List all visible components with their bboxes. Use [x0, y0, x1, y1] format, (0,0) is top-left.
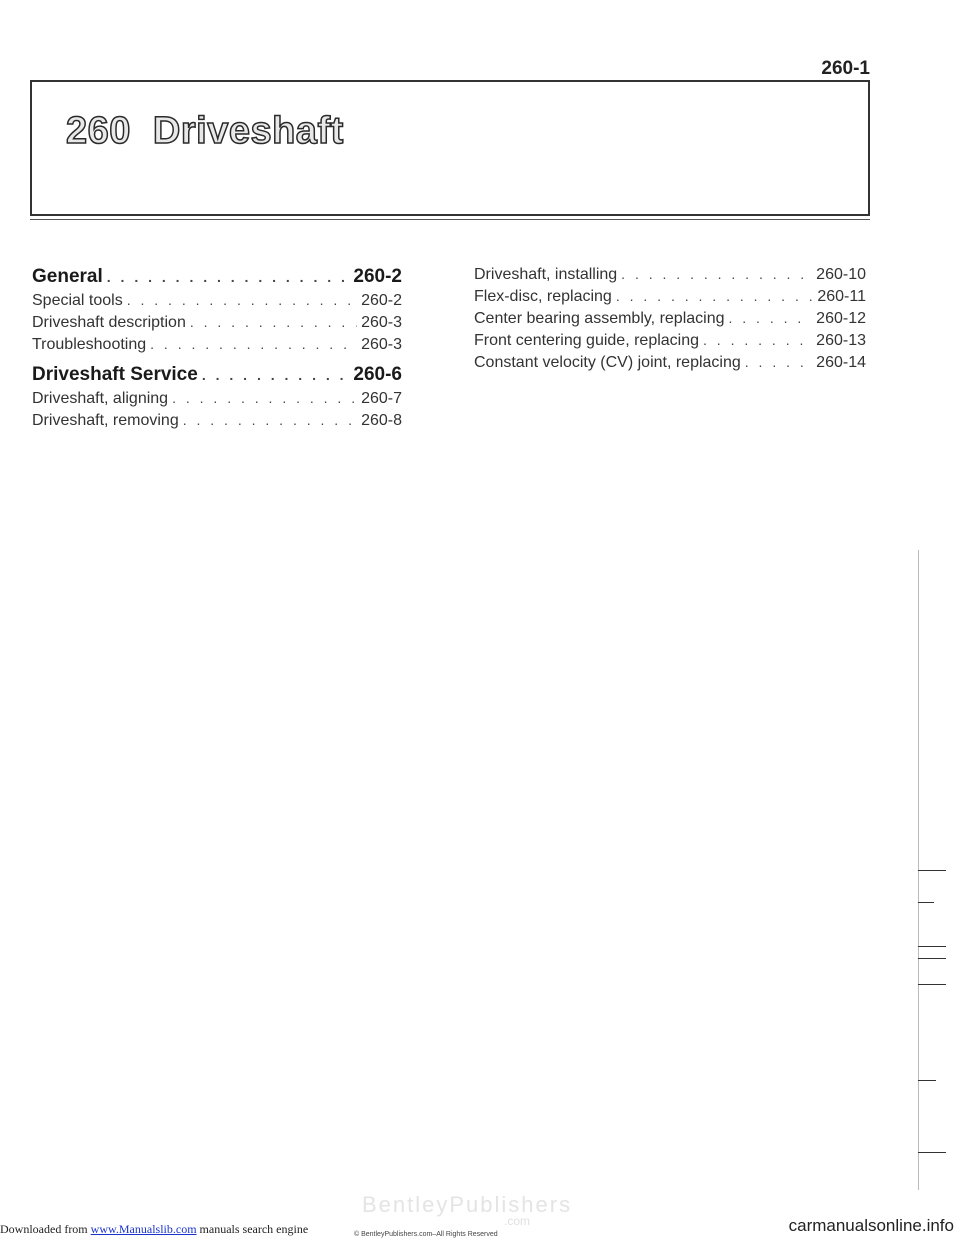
toc-entry-label: Driveshaft, installing — [474, 266, 618, 283]
toc-right-column — [474, 266, 866, 376]
copyright-notice: © BentleyPublishers.com–All Rights Reserved — [354, 1231, 498, 1238]
toc-entry-page: 260-3 — [361, 314, 402, 331]
toc-entry-page: 260-8 — [361, 412, 402, 429]
toc-leader-dots — [703, 332, 812, 348]
edge-tick — [918, 958, 946, 959]
toc-entry-cv-joint-replacing[interactable] — [474, 354, 866, 376]
toc-leader-dots — [729, 310, 813, 326]
chapter-title-box — [30, 80, 870, 216]
toc-leader-dots — [621, 266, 812, 282]
toc-leader-dots — [107, 269, 350, 285]
page-number: 260-1 — [821, 58, 870, 79]
manualslib-link[interactable]: www.Manualslib.com — [90, 1222, 197, 1236]
footer-prefix: Downloaded from — [0, 1222, 88, 1236]
edge-tick — [918, 902, 934, 903]
toc-entry-page: 260-13 — [816, 332, 866, 349]
page-edge-tab-marks — [916, 0, 960, 1242]
toc-entry-center-bearing-replacing[interactable] — [474, 310, 866, 332]
toc-entry-label: Driveshaft, removing — [32, 412, 179, 429]
toc-leader-dots — [127, 292, 357, 308]
edge-tick — [918, 1080, 936, 1081]
toc-entry-general[interactable] — [32, 266, 402, 292]
footer-site-name: carmanualsonline.info — [788, 1216, 954, 1235]
toc-leader-dots — [183, 412, 357, 428]
edge-tick — [918, 946, 946, 947]
toc-entry-label: Special tools — [32, 292, 123, 309]
footer-suffix: manuals search engine — [199, 1222, 309, 1236]
publisher-watermark: BentleyPublishers — [362, 1192, 573, 1217]
toc-entry-label: Driveshaft, aligning — [32, 390, 169, 407]
chapter-title — [66, 110, 344, 153]
toc-entry-page: 260-10 — [816, 266, 866, 283]
chapter-name: Driveshaft — [152, 110, 344, 152]
toc-entry-page: 260-2 — [361, 292, 402, 309]
toc-entry-driveshaft-description[interactable] — [32, 314, 402, 336]
toc-entry-page: 260-2 — [353, 266, 402, 287]
toc-entry-driveshaft-installing[interactable] — [474, 266, 866, 288]
toc-entry-driveshaft-removing[interactable] — [32, 412, 402, 434]
toc-entry-page: 260-6 — [353, 364, 402, 385]
chapter-number: 260 — [66, 110, 131, 152]
toc-entry-special-tools[interactable] — [32, 292, 402, 314]
toc-leader-dots — [150, 336, 357, 352]
toc-entry-driveshaft-aligning[interactable] — [32, 390, 402, 412]
toc-entry-front-centering-guide-replacing[interactable] — [474, 332, 866, 354]
toc-entry-page: 260-7 — [361, 390, 402, 407]
toc-leader-dots — [616, 288, 814, 304]
toc-leader-dots — [202, 367, 350, 383]
toc-left-column — [32, 266, 402, 434]
toc-entry-label: Flex-disc, replacing — [474, 288, 612, 305]
toc-entry-label: Center bearing assembly, replacing — [474, 310, 725, 327]
toc-entry-label: Driveshaft description — [32, 314, 186, 331]
toc-entry-flex-disc-replacing[interactable] — [474, 288, 866, 310]
toc-entry-page: 260-11 — [817, 288, 866, 305]
toc-leader-dots — [745, 354, 812, 370]
publisher-watermark-domain: .com — [504, 1214, 531, 1228]
toc-entry-page: 260-14 — [816, 354, 866, 371]
toc-entry-label: General — [32, 266, 103, 287]
toc-entry-page: 260-3 — [361, 336, 402, 353]
toc-entry-label: Constant velocity (CV) joint, replacing — [474, 354, 741, 371]
edge-tick — [918, 870, 946, 871]
toc-leader-dots — [172, 390, 357, 406]
toc-entry-driveshaft-service[interactable] — [32, 364, 402, 390]
download-footer — [0, 1222, 308, 1237]
edge-tick — [918, 1152, 946, 1153]
toc-entry-label: Troubleshooting — [32, 336, 147, 353]
toc-entry-label: Driveshaft Service — [32, 364, 198, 385]
toc-entry-page: 260-12 — [816, 310, 866, 327]
toc-leader-dots — [190, 314, 357, 330]
edge-tick — [918, 984, 946, 985]
toc-entry-troubleshooting[interactable] — [32, 336, 402, 358]
toc-entry-label: Front centering guide, replacing — [474, 332, 700, 349]
